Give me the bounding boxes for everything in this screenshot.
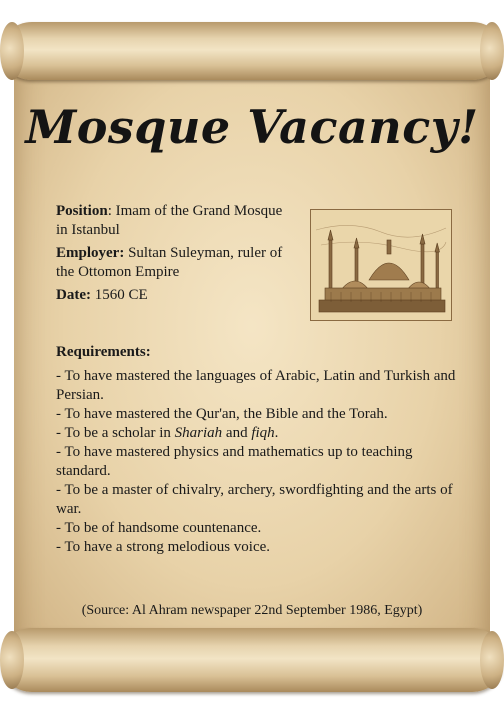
top-roll-left-end bbox=[0, 22, 24, 80]
bottom-roll-right-end bbox=[480, 631, 504, 689]
bottom-roll-left-end bbox=[0, 631, 24, 689]
requirements-list bbox=[56, 367, 456, 557]
requirement-item: - To be of handsome countenance. bbox=[56, 520, 262, 536]
requirement-text: and bbox=[222, 425, 252, 441]
requirement-item bbox=[56, 424, 456, 443]
position-value: Imam of the Grand Mosque in Istanbul bbox=[56, 203, 283, 238]
requirement-term-shariah: Shariah bbox=[174, 425, 223, 441]
requirement-item: - To have mastered the languages of Arabic, Latin and Turkish and Persian. bbox=[56, 368, 456, 403]
bottom-scroll-roll bbox=[2, 628, 502, 692]
date-label: Date: bbox=[56, 287, 91, 303]
top-roll-right-end bbox=[480, 22, 504, 80]
requirement-item: - To be a master of chivalry, archery, swordfighting and the arts of war. bbox=[56, 482, 453, 517]
requirement-item: - To have a strong melodious voice. bbox=[56, 539, 271, 555]
requirement-text: . bbox=[274, 425, 279, 441]
requirement-item: - To have mastered the Qur'an, the Bible and the Torah. bbox=[56, 406, 388, 422]
page-title: Mosque Vacancy! bbox=[25, 100, 479, 154]
date-line bbox=[56, 286, 296, 305]
requirement-text: - To be a scholar in bbox=[56, 425, 175, 441]
employer-value: Sultan Suleyman, ruler of the Ottomon Empire bbox=[56, 245, 283, 280]
mosque-illustration bbox=[310, 209, 452, 321]
vacancy-details bbox=[56, 202, 296, 309]
employer-line bbox=[56, 244, 296, 282]
top-scroll-roll bbox=[2, 22, 502, 80]
source-citation: (Source: Al Ahram newspaper 22nd September 1986, Egypt) bbox=[81, 603, 423, 618]
employer-label: Employer: bbox=[56, 245, 125, 261]
requirement-term-fiqh: fiqh bbox=[251, 425, 275, 441]
position-line bbox=[56, 202, 296, 240]
date-value: 1560 CE bbox=[90, 287, 148, 303]
requirements-heading: Requirements: bbox=[56, 344, 151, 360]
requirement-item: - To have mastered physics and mathematics up to teaching standard. bbox=[56, 444, 413, 479]
position-separator: : bbox=[107, 203, 116, 219]
position-label: Position bbox=[56, 203, 108, 219]
mosque-image-icon bbox=[311, 210, 451, 320]
